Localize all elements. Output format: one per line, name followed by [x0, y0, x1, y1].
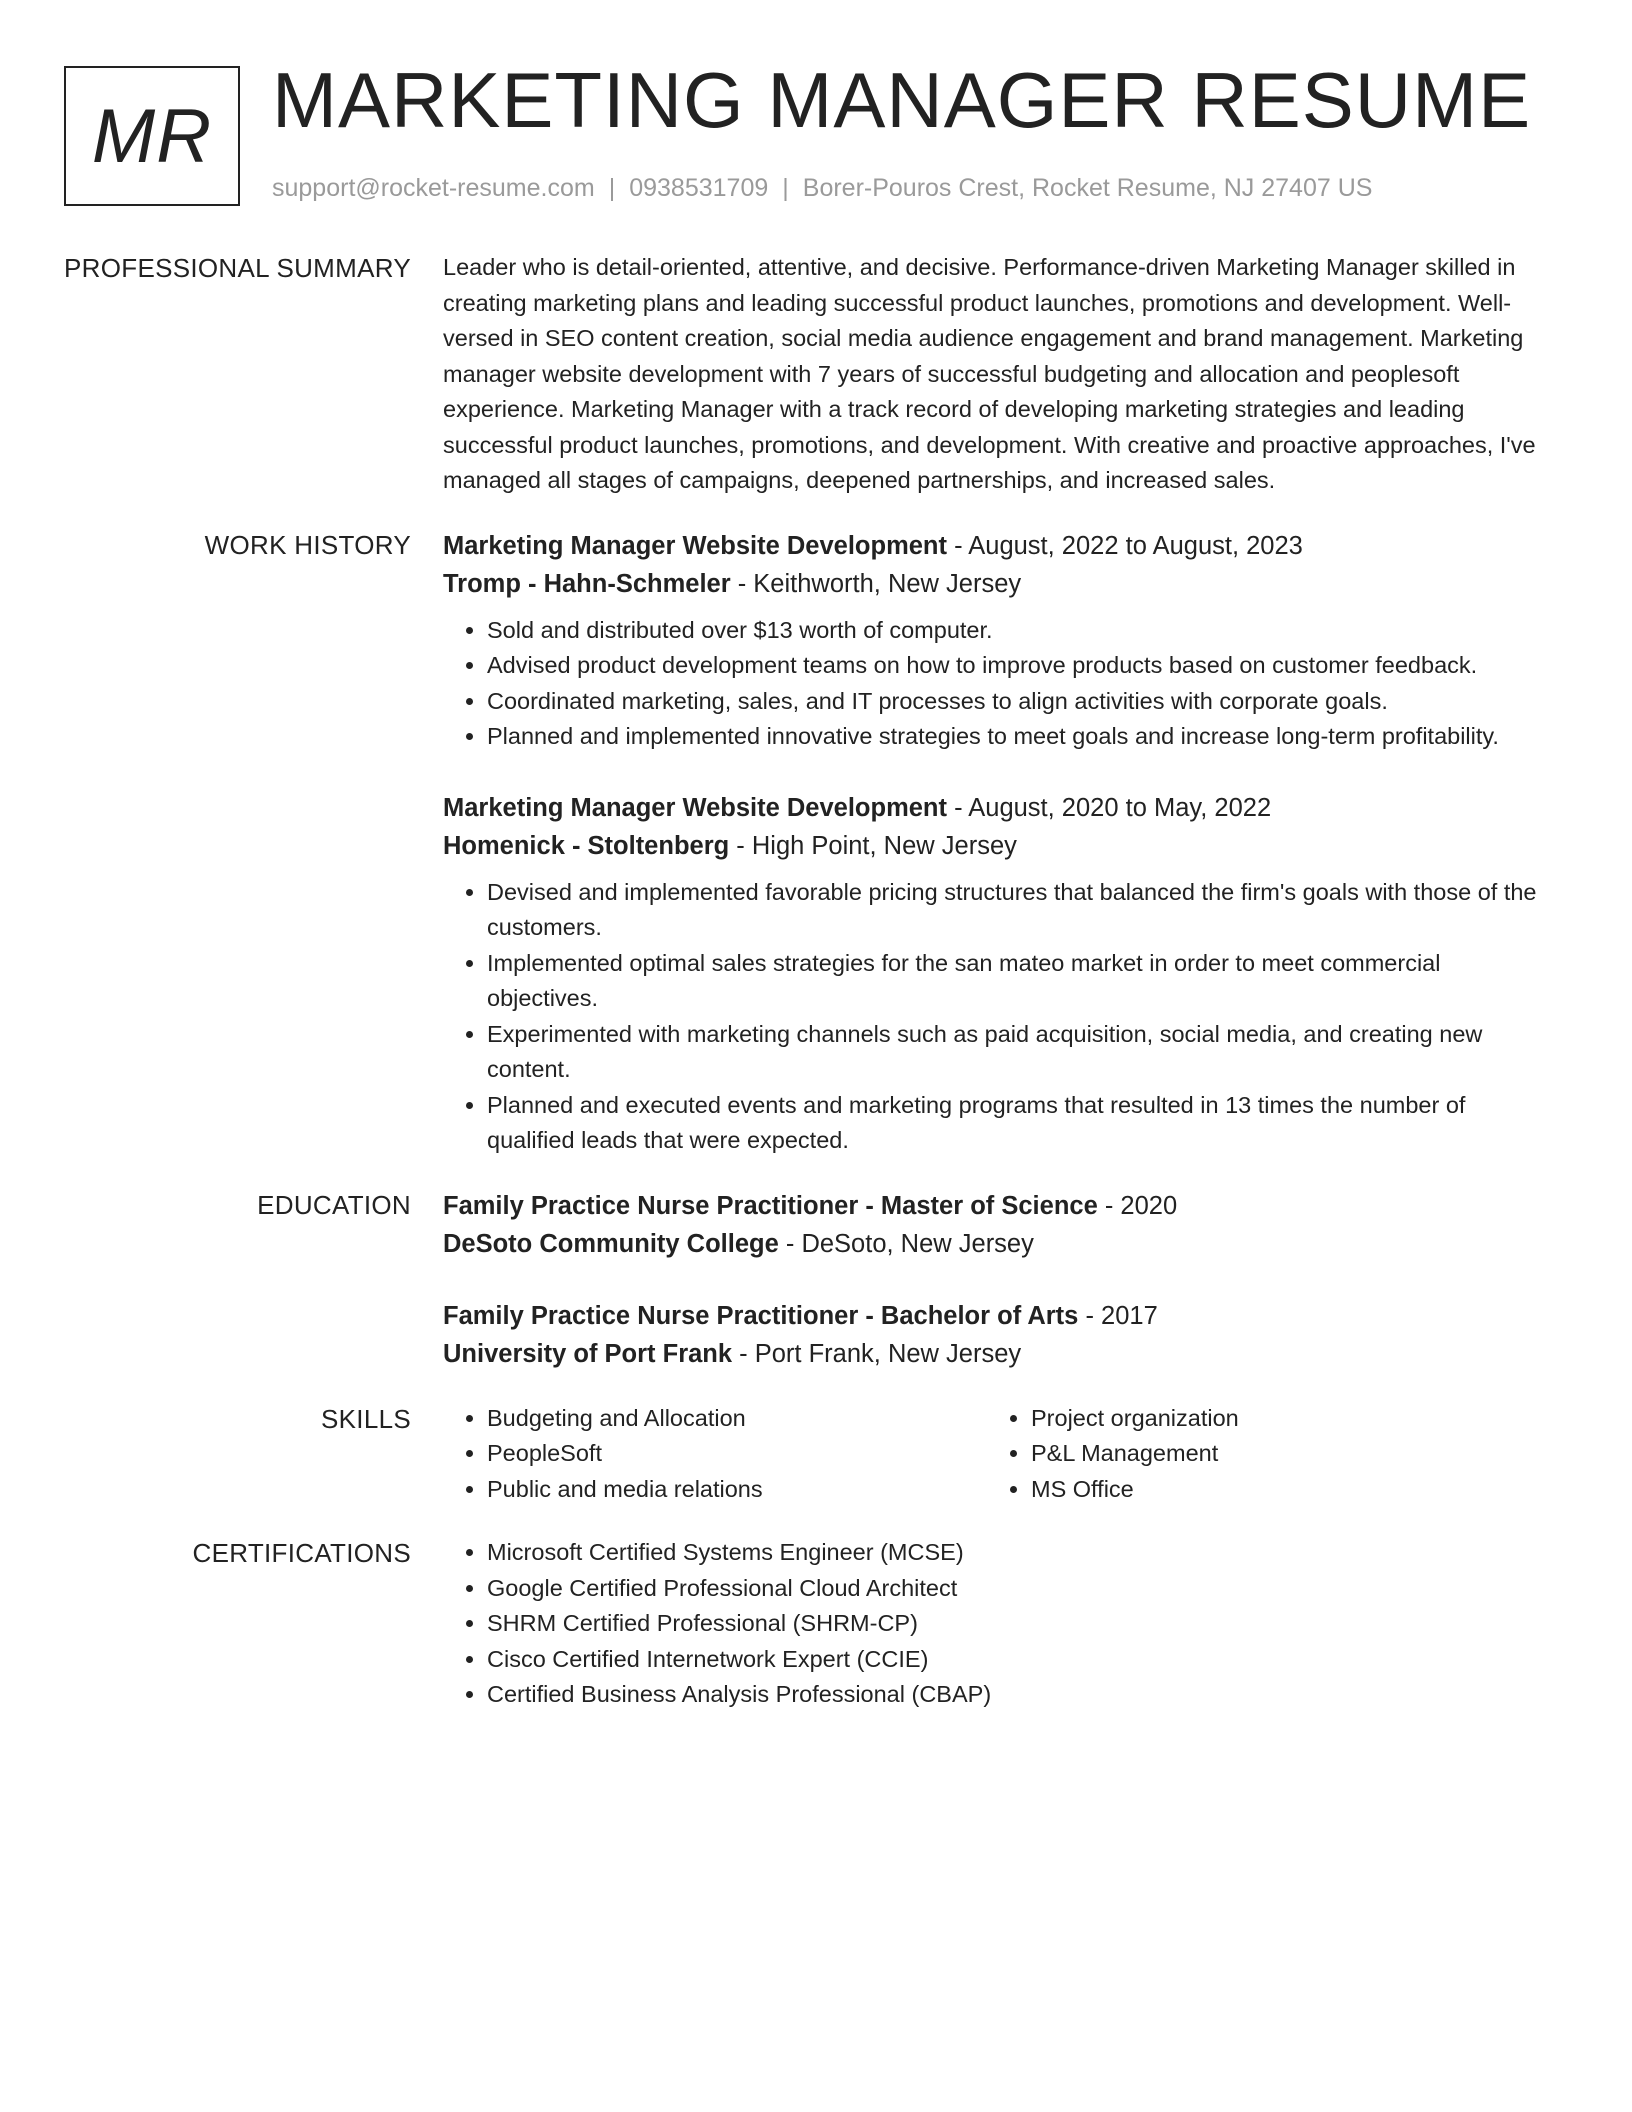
- certification-item: • Microsoft Certified Systems Engineer (MCSE): [487, 1535, 1541, 1571]
- school-name: University of Port Frank: [443, 1339, 733, 1368]
- job-bullet: • Coordinated marketing, sales, and IT processes to align activities with corporate goals.: [487, 684, 1541, 720]
- job-bullet: • Devised and implemented favorable pricing structures that balanced the firm's goals with those of the customers.: [487, 875, 1541, 946]
- certification-item: • Cisco Certified Internetwork Expert (CCIE): [487, 1642, 1541, 1678]
- contact-separator: |: [782, 174, 789, 202]
- education-entry: [443, 1187, 1541, 1263]
- contact-line: [272, 170, 1372, 206]
- job-bullet: • Experimented with marketing channels such as paid acquisition, social media, and creating new content.: [487, 1017, 1541, 1088]
- job-bullet: • Planned and executed events and marketing programs that resulted in 13 times the number of qualified leads that were expected.: [487, 1088, 1541, 1159]
- degree-title: Family Practice Nurse Practitioner - Bachelor of Arts: [443, 1301, 1079, 1330]
- skill-item: • MS Office: [1031, 1472, 1531, 1508]
- job-title: Marketing Manager Website Development: [443, 793, 947, 822]
- job-entry: [443, 789, 1541, 1159]
- contact-phone[interactable]: 0938531709: [629, 174, 769, 202]
- skills-section: [0, 1401, 1632, 1508]
- job-title: Marketing Manager Website Development: [443, 531, 947, 560]
- section-label-summary: PROFESSIONAL SUMMARY: [64, 253, 411, 283]
- contact-email[interactable]: support@rocket-resume.com: [272, 174, 595, 202]
- summary-section: [0, 250, 1632, 499]
- education-entry: [443, 1297, 1541, 1373]
- certification-item: • SHRM Certified Professional (SHRM-CP): [487, 1606, 1541, 1642]
- job-location: - Keithworth, New Jersey: [730, 569, 1022, 598]
- job-bullet: • Sold and distributed over $13 worth of computer.: [487, 613, 1541, 649]
- job-company: Homenick - Stoltenberg: [443, 831, 730, 860]
- work-history-section: [0, 527, 1632, 1159]
- job-dates: - August, 2020 to May, 2022: [947, 793, 1272, 822]
- contact-separator: |: [608, 174, 616, 202]
- school-location: - Port Frank, New Jersey: [732, 1339, 1022, 1368]
- skills-column: [443, 1401, 987, 1508]
- resume-title: MARKETING MANAGER RESUME: [272, 56, 1532, 144]
- section-label-certifications: CERTIFICATIONS: [192, 1538, 411, 1568]
- skill-item: • Budgeting and Allocation: [487, 1401, 987, 1437]
- degree-year: - 2017: [1078, 1301, 1158, 1330]
- summary-text: Leader who is detail-oriented, attentive, and decisive. Performance-driven Marketing Manager skilled in creating marketing plans and leading successful product launches, promotions and development. Well-versed in SEO content creation, social media audience engagement and brand management. Marketing manager website development with 7 years of successful budgeting and allocation and peoplesoft experience. Marketing Manager with a track record of developing marketing strategies and leading successful product launches, promotions, and development. With creative and proactive approaches, I've managed all stages of campaigns, deepened partnerships, and increased sales.: [443, 254, 1536, 493]
- job-bullet: • Advised product development teams on how to improve products based on customer feedback.: [487, 648, 1541, 684]
- section-label-education: EDUCATION: [257, 1189, 411, 1220]
- certifications-section: [0, 1535, 1632, 1713]
- skills-grid: [443, 1401, 1541, 1508]
- skill-item: • Public and media relations: [487, 1472, 987, 1508]
- education-section: [0, 1187, 1632, 1373]
- skill-item: • P&L Management: [1031, 1436, 1531, 1472]
- resume-content: [0, 250, 1632, 1741]
- certification-item: • Certified Business Analysis Professional (CBAP): [487, 1677, 1541, 1713]
- job-company: Tromp - Hahn-Schmeler: [443, 569, 731, 598]
- school-name: DeSoto Community College: [443, 1229, 779, 1258]
- skill-item: • Project organization: [1031, 1401, 1531, 1437]
- school-location: - DeSoto, New Jersey: [778, 1229, 1034, 1258]
- job-entry: [443, 527, 1541, 755]
- job-location: - High Point, New Jersey: [729, 831, 1017, 860]
- degree-title: Family Practice Nurse Practitioner - Master of Science: [443, 1191, 1098, 1220]
- job-bullet: • Implemented optimal sales strategies for the san mateo market in order to meet commercial objectives.: [487, 946, 1541, 1017]
- degree-year: - 2020: [1097, 1191, 1178, 1220]
- certification-item: • Google Certified Professional Cloud Architect: [487, 1571, 1541, 1607]
- monogram-logo: MR: [64, 66, 240, 206]
- section-label-skills: SKILLS: [321, 1403, 411, 1434]
- job-dates: - August, 2022 to August, 2023: [947, 531, 1303, 560]
- skills-column: [987, 1401, 1531, 1508]
- section-label-work: WORK HISTORY: [204, 529, 411, 560]
- contact-address: Borer-Pouros Crest, Rocket Resume, NJ 27407 US: [802, 174, 1373, 202]
- certifications-list: [443, 1535, 1541, 1713]
- skill-item: • PeopleSoft: [487, 1436, 987, 1472]
- job-bullet: • Planned and implemented innovative strategies to meet goals and increase long-term profitability.: [487, 719, 1541, 755]
